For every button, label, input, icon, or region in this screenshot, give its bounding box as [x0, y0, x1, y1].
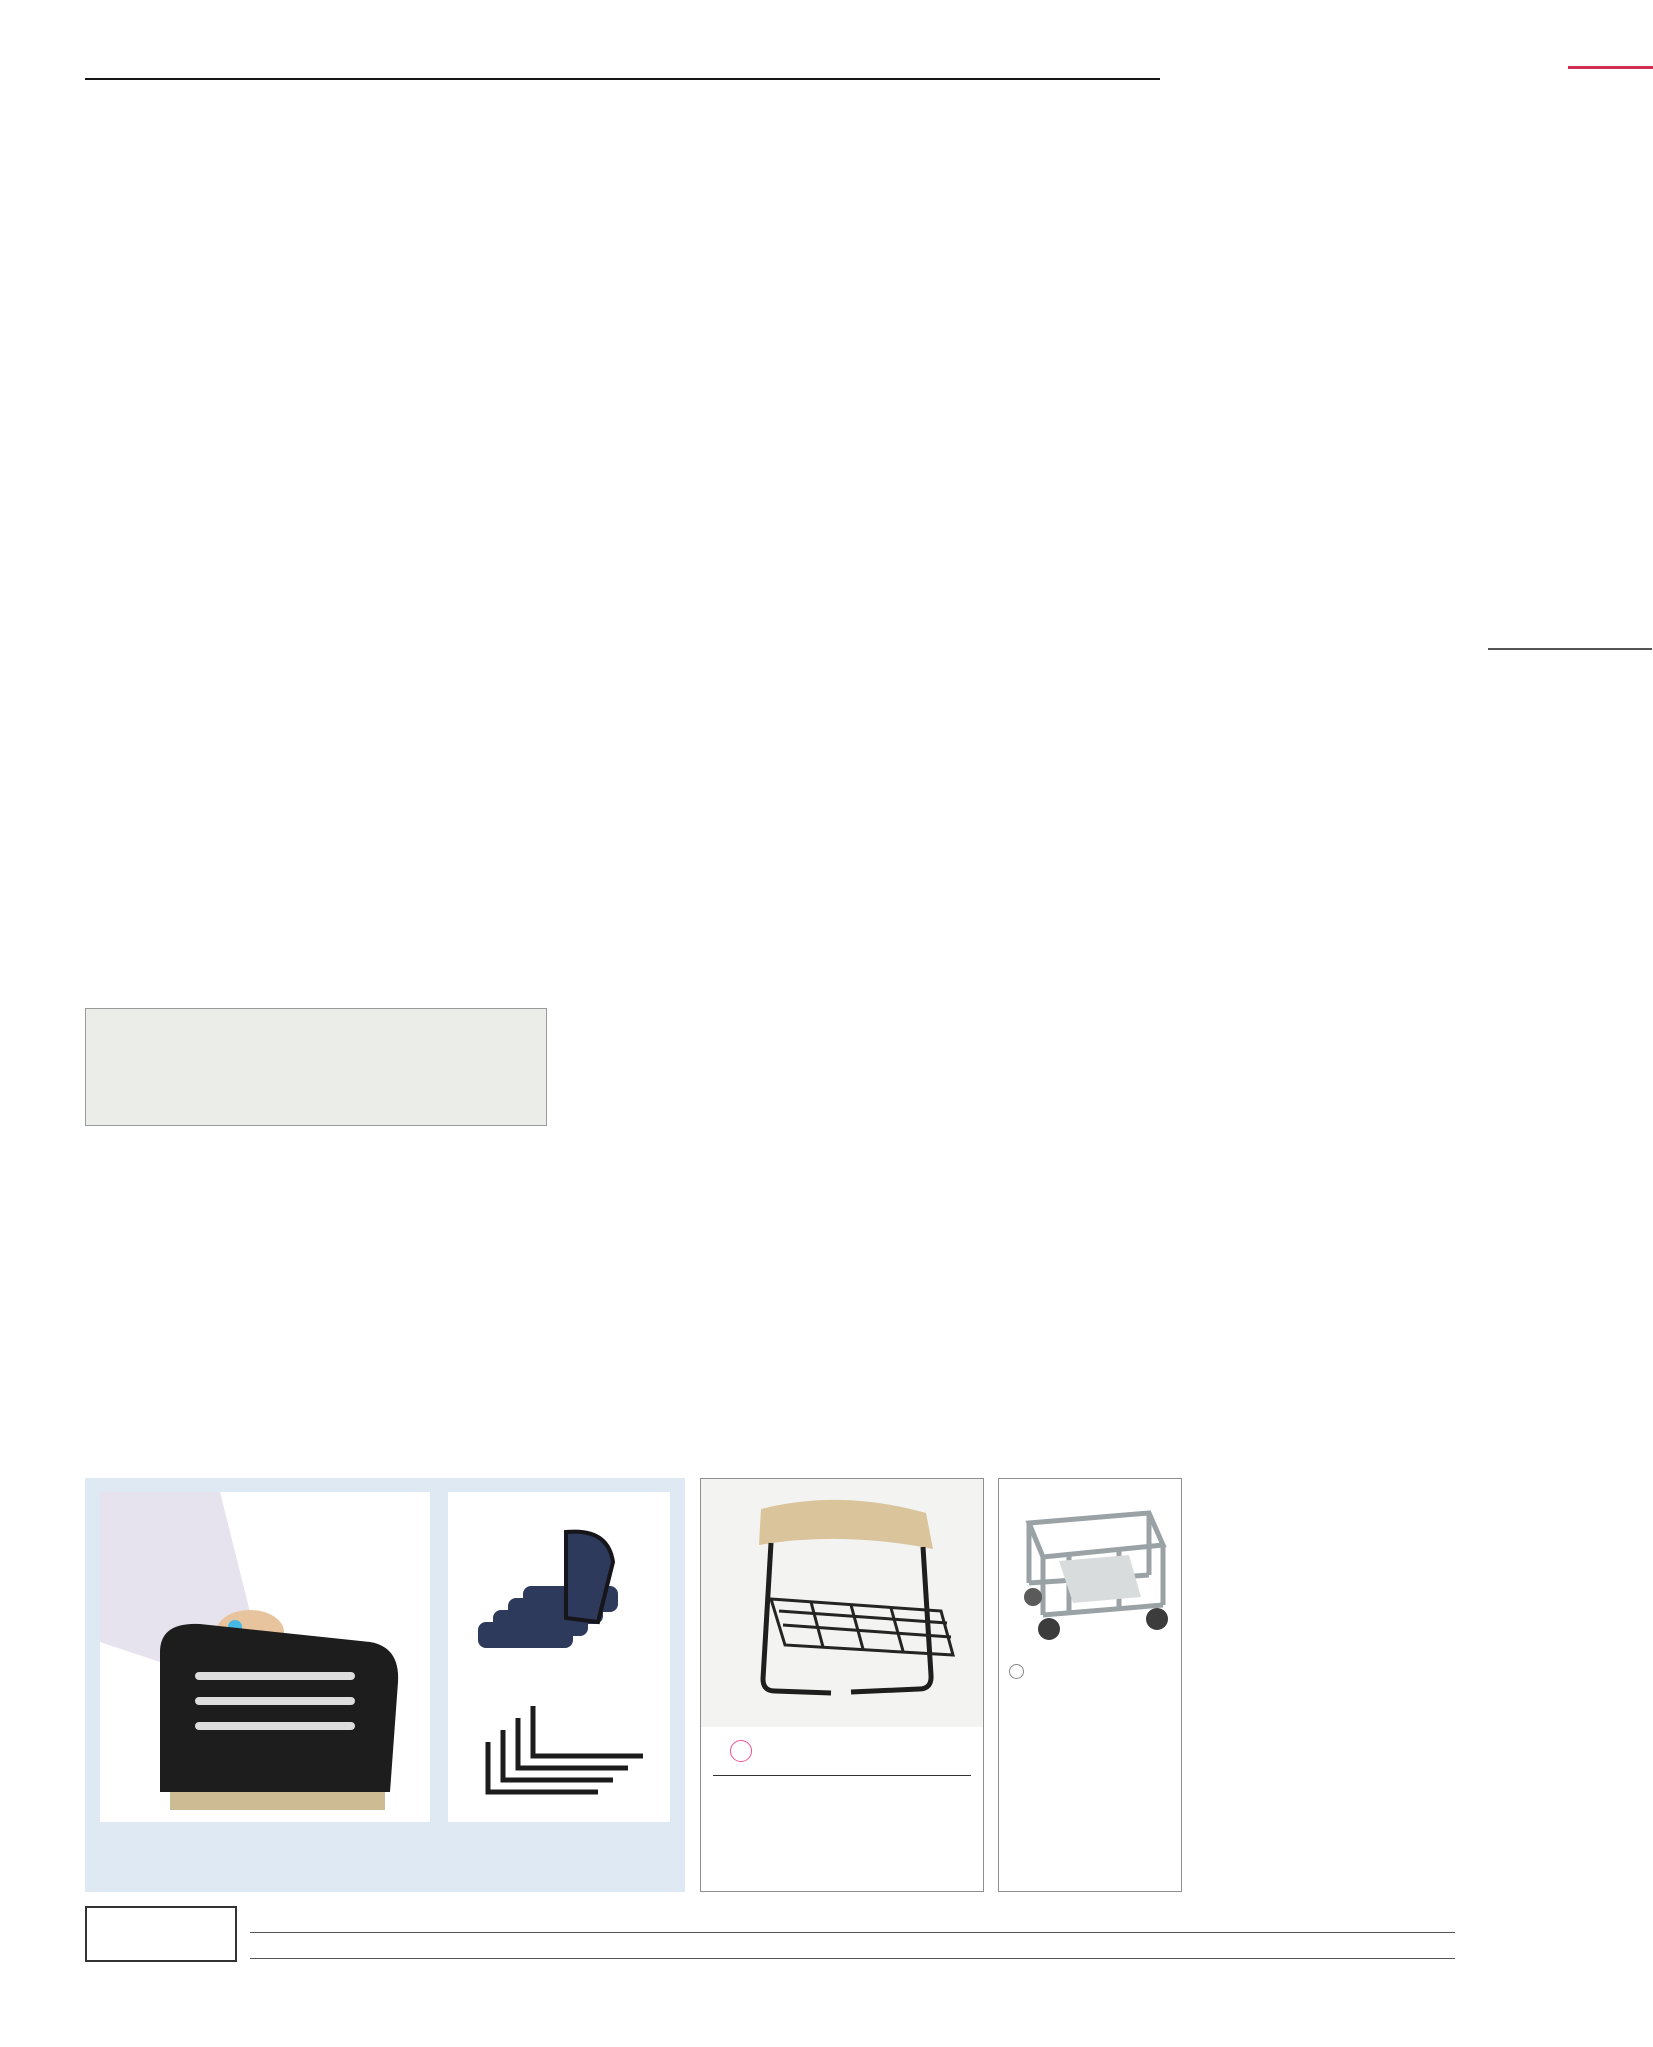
leg-shelf-product-box	[700, 1478, 984, 1892]
leg-shelf-photo	[701, 1479, 983, 1727]
stacking-illustration	[448, 1492, 670, 1822]
legend-line-3	[250, 1958, 1455, 1984]
legend-line-2	[250, 1932, 1455, 1959]
delivery-legend-box	[85, 1906, 237, 1962]
storage-product-box	[998, 1478, 1182, 1892]
storage-cart-photo	[999, 1487, 1181, 1657]
made-to-order-mark	[730, 1740, 752, 1762]
category-sidebar	[1488, 648, 1652, 650]
photo-hand-grip	[100, 1492, 430, 1822]
leg-shelf-specs	[713, 1775, 971, 1781]
common-spec-box	[85, 1008, 547, 1126]
header-rule	[85, 78, 1160, 80]
legend-line-1	[250, 1906, 1455, 1933]
feature-panel	[85, 1478, 685, 1892]
leg-shelf-model-line	[713, 1740, 971, 1771]
photo-stacking	[448, 1492, 670, 1822]
hand-grip-illustration	[100, 1492, 430, 1822]
storage-label	[999, 1479, 1181, 1487]
storage-price-line	[1009, 1664, 1171, 1683]
page-tab-rule	[1568, 66, 1653, 69]
quick-delivery-mark	[1009, 1664, 1024, 1679]
